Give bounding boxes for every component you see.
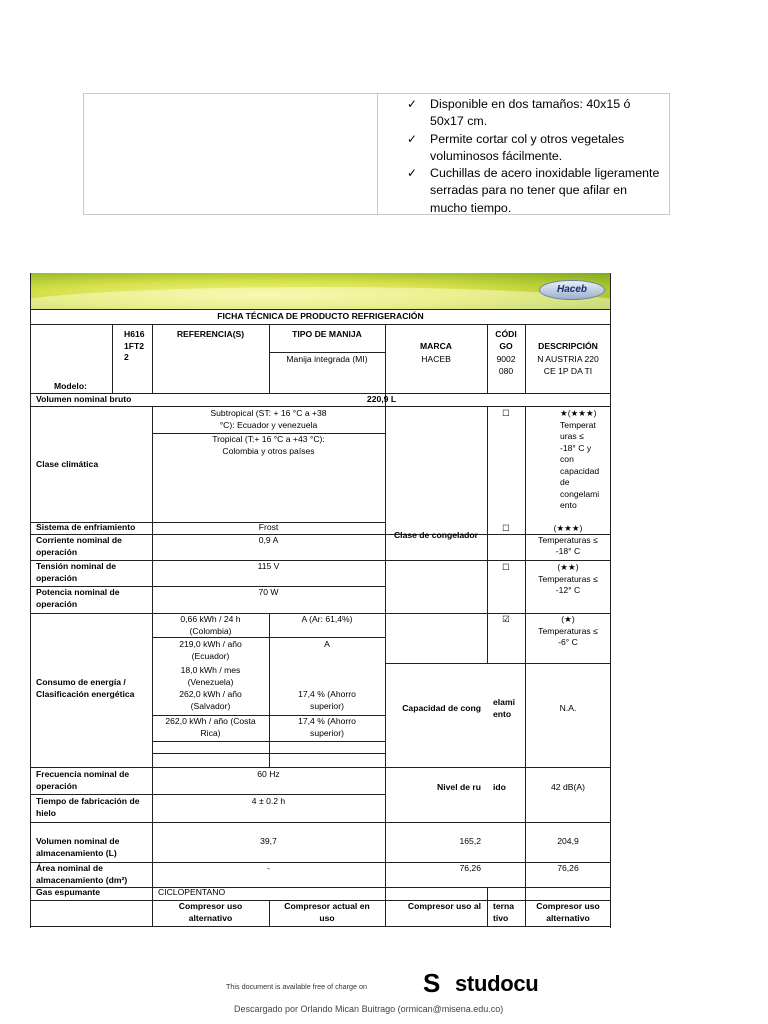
freezer-class-desc: (★) Temperaturas ≤ -6° C bbox=[538, 614, 598, 647]
area-almac-v3: 76,26 bbox=[557, 863, 579, 873]
consumo-label: Consumo de energía / Clasificación energética bbox=[36, 677, 135, 699]
volumen-almac-v1: 39,7 bbox=[260, 836, 277, 846]
frecuencia-label: Frecuencia nominal de operación bbox=[36, 769, 130, 791]
compresor-col4: Compresor uso alternativo bbox=[536, 901, 600, 923]
checkmark-icon: ✓ bbox=[407, 131, 418, 146]
potencia-value: 70 W bbox=[258, 587, 279, 597]
capacidad-value: N.A. bbox=[559, 703, 577, 713]
area-almac-v1: - bbox=[267, 863, 270, 873]
banner-wave bbox=[30, 287, 611, 309]
product-spec-sheet bbox=[30, 273, 611, 928]
capacidad-label: Capacidad de cong bbox=[402, 703, 481, 713]
available-text: This document is available free of charge on bbox=[226, 982, 368, 991]
table-line bbox=[30, 309, 611, 310]
modelo-label: Modelo: bbox=[54, 381, 87, 391]
header-tipo-manija: TIPO DE MANIJA bbox=[292, 329, 362, 339]
sheet-title: FICHA TÉCNICA DE PRODUCTO REFRIGERACIÓN bbox=[217, 311, 424, 321]
clase-energia-value: 17,4 % (Ahorro superior) bbox=[298, 689, 356, 711]
table-line bbox=[385, 560, 611, 561]
compresor-col3-cont: terna tivo bbox=[493, 901, 515, 923]
header-descripcion: DESCRIPCIÓN bbox=[538, 341, 598, 351]
tiempo-hielo-label: Tiempo de fabricación de hielo bbox=[36, 796, 140, 818]
sistema-enfriamiento-value: Frost bbox=[258, 522, 279, 532]
clase-energia-value: A (Ar: 61,4%) bbox=[301, 614, 353, 624]
consumo-value: 219,0 kWh / año (Ecuador) bbox=[179, 639, 242, 661]
corriente-label: Corriente nominal de operación bbox=[36, 535, 122, 557]
table-line bbox=[487, 887, 488, 926]
capacidad-label-cont: elami ento bbox=[493, 697, 515, 719]
tension-label: Tensión nominal de operación bbox=[36, 561, 117, 583]
volumen-almac-v3: 204,9 bbox=[557, 836, 579, 846]
freezer-class-desc: ★(★★★) Temperat uras ≤ -18° C y con capacidad de congelami ento bbox=[560, 408, 600, 510]
column-divider bbox=[377, 94, 378, 214]
gas-label: Gas espumante bbox=[36, 887, 100, 897]
header-codigo: CÓDI GO bbox=[495, 329, 517, 351]
freezer-checkbox-icon: ☐ bbox=[502, 408, 510, 418]
studocu-s-icon: S bbox=[423, 968, 441, 998]
value-marca: HACEB bbox=[421, 354, 451, 364]
feature-item: ✓ Permite cortar col y otros vegetales voluminosos fácilmente. bbox=[407, 131, 625, 163]
value-tipo-manija: Manija integrada (MI) bbox=[286, 354, 368, 364]
volumen-bruto-value: 220,9 L bbox=[366, 394, 397, 404]
haceb-logo: Haceb bbox=[539, 280, 605, 300]
value-codigo: 9002 080 bbox=[496, 354, 516, 376]
table-line bbox=[525, 663, 526, 887]
potencia-label: Potencia nominal de operación bbox=[36, 587, 120, 609]
nivel-ruido-label-cont: ido bbox=[493, 782, 506, 792]
value-descripcion: N AUSTRIA 220 CE 1P DA TI bbox=[537, 354, 599, 376]
consumo-value: 18,0 kWh / mes (Venezuela) bbox=[180, 665, 241, 687]
checkmark-icon: ✓ bbox=[407, 166, 418, 181]
freezer-checkbox-icon: ☑ bbox=[502, 614, 510, 624]
brand-banner bbox=[30, 273, 611, 309]
clase-congelador-label: Clase de congelador bbox=[393, 530, 479, 540]
volumen-almac-v2: 165,2 bbox=[459, 836, 481, 846]
header-marca: MARCA bbox=[420, 341, 452, 351]
table-line bbox=[30, 926, 611, 927]
clase-energia-value: A bbox=[324, 639, 330, 649]
gas-value: CICLOPENTANO bbox=[158, 887, 226, 897]
consumo-value: 262,0 kWh / año (Salvador) bbox=[179, 689, 242, 711]
clase-climatica-label: Clase climática bbox=[36, 459, 99, 469]
volumen-almac-label: Volumen nominal de almacenamiento (L) bbox=[36, 836, 120, 858]
nivel-ruido-value: 42 dB(A) bbox=[551, 782, 585, 792]
consumo-value: 262,0 kWh / año (Costa Rica) bbox=[165, 716, 256, 738]
compresor-col3: Compresor uso al bbox=[407, 901, 481, 911]
table-line bbox=[385, 663, 611, 664]
table-line bbox=[30, 767, 611, 768]
area-almac-v2: 76,26 bbox=[459, 863, 481, 873]
freezer-class-desc: (★★★) Temperaturas ≤ -18° C bbox=[538, 523, 598, 556]
subtropical-text: Subtropical (ST: + 16 °C a +38 °C): Ecuador y venezuela bbox=[210, 408, 327, 430]
table-line bbox=[30, 887, 611, 888]
table-line bbox=[30, 406, 611, 407]
corriente-value: 0,9 A bbox=[258, 535, 279, 545]
frecuencia-value: 60 Hz bbox=[257, 769, 280, 779]
feature-item: ✓ Disponible en dos tamaños: 40x15 ó 50x17 cm. bbox=[407, 97, 631, 129]
modelo-code: H616 1FT2 2 bbox=[124, 329, 145, 362]
features-box bbox=[83, 93, 670, 215]
studocu-wordmark: studocu bbox=[455, 971, 539, 996]
sistema-enfriamiento-label: Sistema de enfriamiento bbox=[36, 522, 136, 532]
clase-energia-value: 17,4 % (Ahorro superior) bbox=[298, 716, 356, 738]
table-line bbox=[30, 794, 385, 795]
freezer-checkbox-icon: ☐ bbox=[502, 523, 510, 533]
compresor-col1: Compresor uso alternativo bbox=[178, 901, 243, 923]
tropical-text: Tropical (T:+ 16 °C a +43 °C): Colombia y otros países bbox=[212, 434, 325, 456]
feature-item: ✓ Cuchillas de acero inoxidable ligeramente serradas para no tener que afilar en mucho tiempo. bbox=[407, 166, 660, 215]
freezer-class-desc: (★★) Temperaturas ≤ -12° C bbox=[538, 562, 598, 595]
tiempo-hielo-value: 4 ± 0.2 h bbox=[251, 796, 286, 806]
freezer-checkbox-icon: ☐ bbox=[502, 562, 510, 572]
nivel-ruido-label: Nivel de ru bbox=[437, 782, 481, 792]
table-line bbox=[30, 324, 611, 325]
consumo-value: 0,66 kWh / 24 h (Colombia) bbox=[180, 614, 241, 636]
volumen-bruto-label: Volumen nominal bruto bbox=[36, 394, 132, 404]
tension-value: 115 V bbox=[257, 561, 280, 571]
header-referencia: REFERENCIA(S) bbox=[176, 329, 245, 339]
downloaded-by: Descargado por Orlando Mican Buitrago (ormican@misena.edu.co) bbox=[234, 1004, 504, 1014]
area-almac-label: Área nominal de almacenamiento (dm²) bbox=[36, 863, 128, 885]
table-line bbox=[269, 352, 385, 353]
table-line bbox=[112, 324, 113, 393]
table-line bbox=[30, 822, 611, 823]
features-list bbox=[404, 96, 666, 217]
compresor-col2: Compresor actual en uso bbox=[284, 901, 370, 923]
table-border bbox=[30, 273, 31, 928]
checkmark-icon: ✓ bbox=[407, 97, 418, 111]
